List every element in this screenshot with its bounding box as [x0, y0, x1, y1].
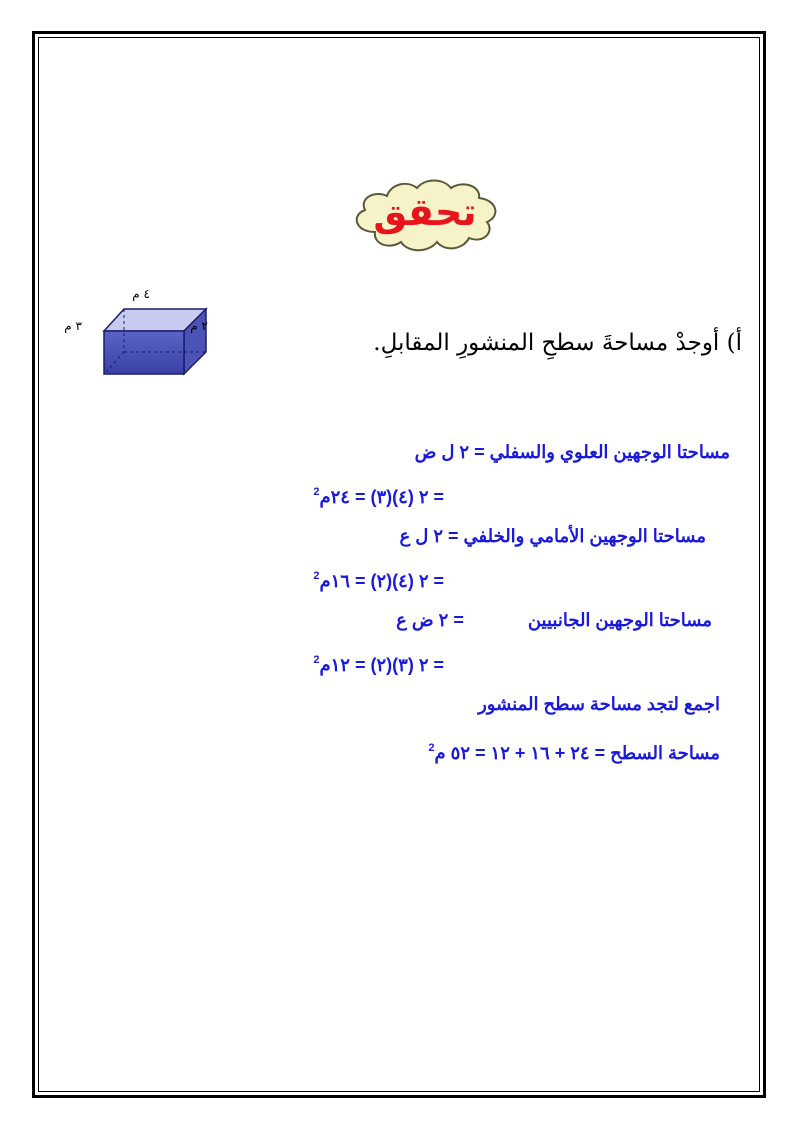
rectangular-prism-figure — [64, 280, 260, 390]
front-back-area-label: مساحتا الوجهين الأمامي والخلفي = ٢ ل ع — [399, 526, 706, 546]
width-label: ٣ م — [64, 319, 82, 333]
badge-title: تحقق — [373, 190, 477, 234]
height-label: ٢ م — [190, 319, 208, 333]
total-surface-area: مساحة السطح = ٢٤ + ١٦ + ١٢ = ٥٢ م$^2$ — [428, 742, 720, 763]
top-bottom-area-calc: = ٢ (٤)(٣) = ٢٤م$^2$ — [313, 486, 444, 507]
front-back-area-calc: = ٢ (٤)(٢) = ١٦م$^2$ — [313, 570, 444, 591]
top-bottom-area-label: مساحتا الوجهين العلوي والسفلي = ٢ ل ض — [414, 442, 730, 462]
side-area-calc: = ٢ (٣)(٢) = ١٢م$^2$ — [313, 654, 444, 675]
add-instruction: اجمع لتجد مساحة سطح المنشور — [478, 694, 720, 714]
side-area-label: مساحتا الوجهين الجانبيين= ٢ ض ع — [396, 610, 712, 630]
length-label: ٤ م — [132, 287, 150, 301]
question-text: أ) أوجدْ مساحةَ سطحِ المنشورِ المقابلِ. — [373, 330, 742, 356]
